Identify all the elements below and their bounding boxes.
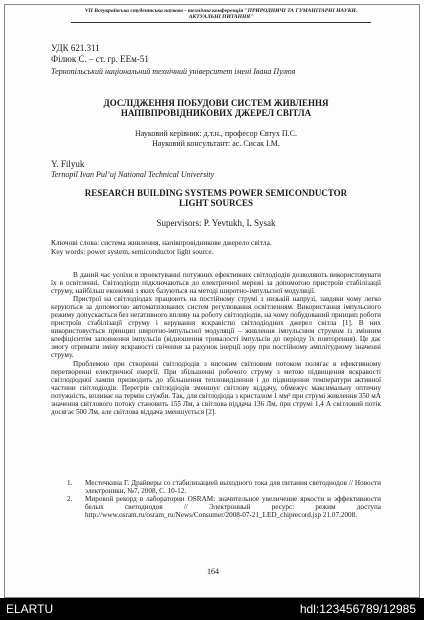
reference-item bbox=[51, 479, 381, 495]
header-line-2: АКТУАЛЬНІ ПИТАННЯ" bbox=[188, 14, 254, 21]
affiliation-en: Ternopil Ivan Pul’uj National Technical University bbox=[51, 170, 215, 179]
repository-footer-bar bbox=[0, 598, 424, 620]
reference-text: Местечкина Г. Драйверы со стабилизацией выходного тока для питания светодиодов // Новости электроники, №7, 2008, С. 10-12. bbox=[85, 479, 381, 496]
body-text bbox=[51, 271, 381, 416]
reference-number: 1. bbox=[67, 479, 73, 487]
page-number: 164 bbox=[207, 567, 219, 576]
reference-item bbox=[51, 495, 381, 519]
conference-header bbox=[71, 8, 371, 23]
paragraph-3: Проблемою при створенні світлодіодів з високим світловим потоком полягає в ефективному перетворенні електричної енергії. При збільшенні робочого струму з метою підвищення яскравості світлодіодної лампи призводить до збільшення тепловиділення і до підвищення температури активної частини світлодіодів. Перегрів світлодіодів зменшує світлову віддачу, обмежує максимальну оптичну потужність, впливає на термін служби. Так, для світлодіода з кристалом 1 мм² при струмі живлення 350 мА значення світлового потоку становить 155 Лм, а світлова віддача 136 Лм, при струмі 1,4 А світловий потік досягає 500 Лм, але світлова віддача зменшується [2]. bbox=[51, 359, 381, 416]
reference-number: 2. bbox=[67, 495, 73, 504]
title-en-line-2: LIGHT SOURCES bbox=[178, 198, 254, 208]
reference-text: Мировой рекорд в лаборатории OSRAM: значительное увеличение яркости и эффективности белых светодиодов // Электронный ресурс: режим доступа http://www.osram.ru/osram_ru/News/Consumer/2008-07-21_LED_chiprecord.jsp 21.07.2008. bbox=[85, 495, 381, 520]
paper-title-en bbox=[51, 188, 381, 208]
title-ua-line-1: ДОСЛІДЖЕННЯ ПОБУДОВИ СИСТЕМ ЖИВЛЕННЯ bbox=[103, 98, 329, 108]
header-line-1: VII Всеукраїнська студентська науково - технічна конференція "ПРИРОДНИЧІ ТА ГУМАНІТАРНІ НАУКИ. bbox=[84, 8, 358, 14]
supervisors-en: Supervisors: P. Yevtukh, I. Sysak bbox=[156, 218, 276, 228]
reference-list bbox=[51, 479, 381, 519]
supervisor-ua: Науковий керівник: д.т.н., професор Євтух П.С. bbox=[134, 129, 298, 138]
repository-name: ELARTU bbox=[6, 602, 54, 616]
affiliation-ua: Тернопільський національний технічний університет імені Івана Пулюя bbox=[51, 67, 296, 76]
paper-title-ua bbox=[51, 98, 381, 118]
paper-page bbox=[4, 4, 420, 598]
keywords-en: Key words: power system, semiconductor light source. bbox=[51, 247, 214, 256]
title-en-line-1: RESEARCH BUILDING SYSTEMS POWER SEMICONDUCTOR bbox=[84, 188, 348, 198]
paragraph-2: Пристрої на світлодіодах працюють на постійному струмі з низькій напрузі, завдяки чому легко керуються за допомогою автоматизованих систем регулювання освітленням. Використання імпульсного режиму допускається без негативного впливу на роботу світлодіодів, на чому побудований принцип роботи пристроїв стабілізації струму і керування яскравістю світлодіодних джерел світла [1]. В них використовується принцип широтно-імпульсної модуляції – живлення імпульсним струмом із змінним коефіцієнтом заповнення імпульсів (відношення тривалості імпульсів до періоду їх повторення). Це дає змогу отримати зміну яскравості свічення за рахунок інерції зору при постійному амплітудному значенні струму. bbox=[51, 295, 381, 360]
title-ua-line-2: НАПІВПРОВІДНИКОВИХ ДЖЕРЕЛ СВІТЛА bbox=[120, 108, 312, 118]
paragraph-1: В даний час успіхи в проектуванні потужних ефективних світлодіодів дозволяють використовувати їх в освітленні. Світлодіоди підключаються до електричної мережі за допомогою пристроїв стабілізації струму, найбільш економні з яких базуються на методі широтно-імпульсної модуляції. bbox=[51, 271, 381, 296]
keywords-ua: Ключові слова: система живлення, напівпровідникове джерело світла. bbox=[51, 238, 272, 247]
udc-code: УДК 621.311 bbox=[51, 43, 100, 53]
author-ua: Філюк С. – ст. гр. ЕЕм-51 bbox=[51, 54, 149, 64]
author-en: Y. Filyuk bbox=[51, 159, 85, 169]
consultant-ua: Науковий консультант: ас. Сисак І.М. bbox=[152, 139, 280, 148]
handle-link[interactable]: hdl:123456789/12985 bbox=[299, 602, 416, 616]
